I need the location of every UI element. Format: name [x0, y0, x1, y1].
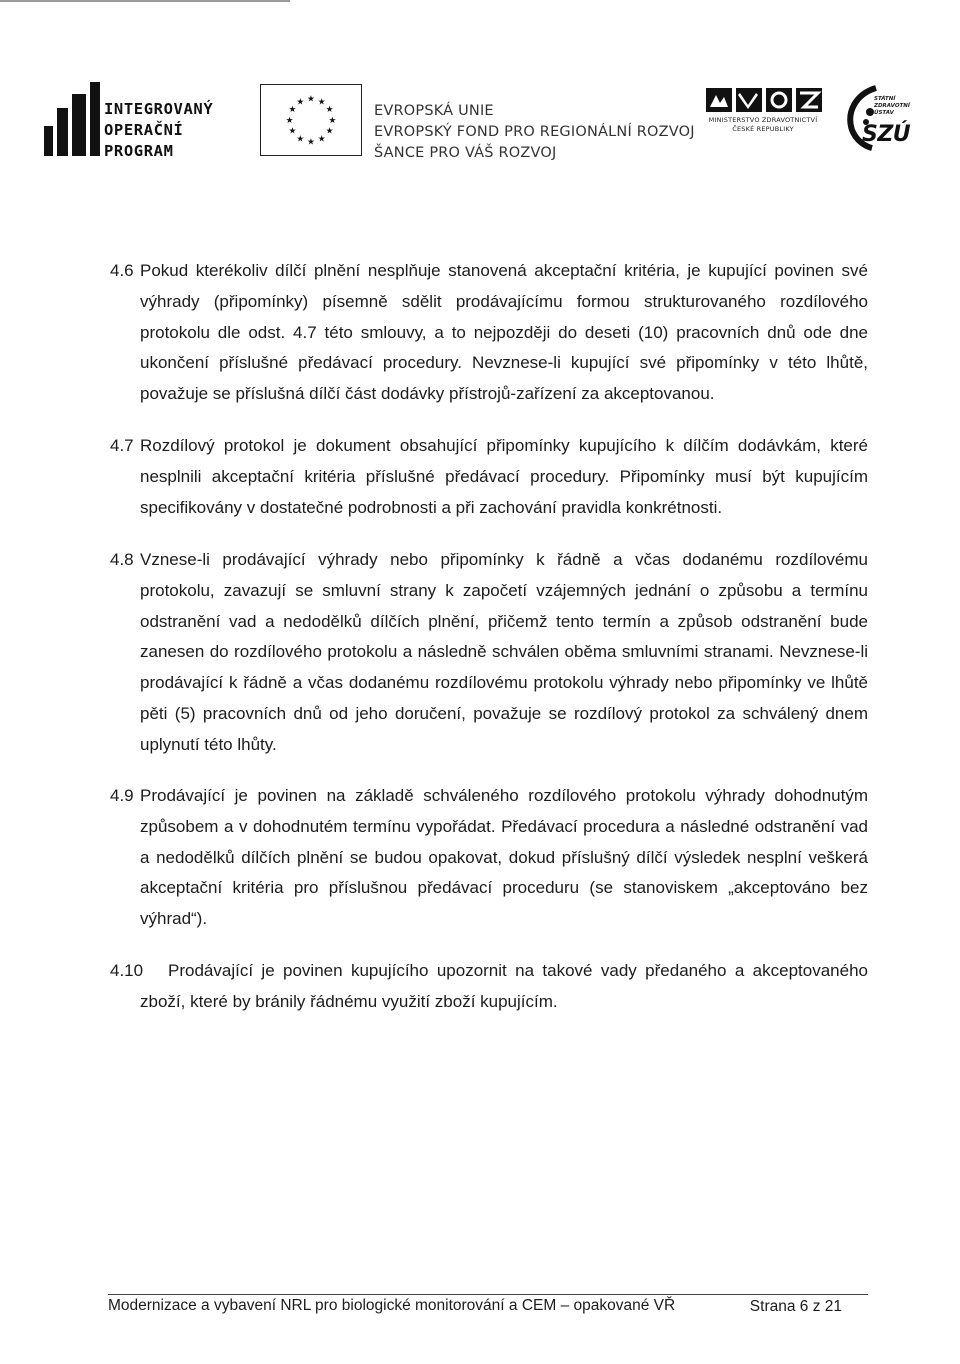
eu-star-icon: ★ — [317, 96, 326, 107]
section-number: 4.10 — [110, 961, 144, 980]
eu-star-icon: ★ — [288, 104, 297, 115]
footer-document-title: Modernizace a vybavení NRL pro biologické monitorování a CEM – opakované VŘ — [108, 1297, 676, 1314]
section-4-10 — [110, 956, 868, 1018]
ministry-caption — [700, 116, 826, 134]
eu-star-icon: ★ — [325, 104, 334, 115]
section-4-8 — [110, 545, 868, 761]
ministry-line-1: MINISTERSTVO ZDRAVOTNICTVÍ — [708, 116, 818, 124]
eu-star-icon: ★ — [285, 114, 294, 125]
section-text: Vznese-li prodávající výhrady nebo připomínky k řádně a včas dodanému rozdílovému protokolu, zavazují se smluvní strany k započetí vzájemných jednání o způsobu a termínu odstranění vad a nedodělků dílčích plnění, přičemž tento termín a způsob odstranění bude zanesen do rozdílového protokolu a následně schválen oběma smluvními stranami. Nevznese-li prodávající k řádně a včas dodanému rozdílovému protokolu výhrady nebo připomínky ve lhůtě pěti (5) pracovních dnů od jeho doručení, považuje se rozdílový protokol za schválený dnem uplynutí této lhůty. — [140, 550, 868, 754]
footer-rule — [108, 1294, 868, 1295]
eu-star-icon: ★ — [307, 136, 315, 147]
section-number: 4.9 — [110, 786, 134, 805]
iop-logo-text — [104, 99, 213, 162]
iop-line-1: INTEGROVANÝ — [104, 100, 214, 118]
section-text — [110, 956, 868, 1018]
top-edge-rule — [0, 0, 290, 2]
section-number: 4.7 — [110, 436, 134, 455]
eu-flag-icon — [260, 84, 362, 156]
eu-line-2: EVROPSKÝ FOND PRO REGIONÁLNÍ ROZVOJ — [374, 124, 695, 140]
section-4-9 — [110, 781, 868, 935]
eu-star-icon: ★ — [317, 133, 326, 144]
szu-small-2: ZDRAVOTNÍ — [874, 103, 910, 109]
ministry-line-2: ČESKÉ REPUBLIKY — [732, 125, 794, 133]
szu-small-3: ÚSTAV — [874, 110, 894, 116]
section-4-7 — [110, 431, 868, 523]
iop-line-3: PROGRAM — [104, 142, 174, 160]
section-number: 4.6 — [110, 261, 134, 280]
eu-star-icon: ★ — [296, 133, 305, 144]
eu-line-1: EVROPSKÁ UNIE — [374, 103, 494, 119]
eu-text-block — [374, 101, 695, 164]
iop-logo — [44, 82, 244, 160]
section-text: Rozdílový protokol je dokument obsahující připomínky kupujícího k dílčím dodávkám, které nesplnili akceptační kritéria příslušné předávací procedury. Připomínky musí být kupujícím specifikovány v dostatečné podrobnosti a při zachování pravidla konkrétnosti. — [140, 436, 868, 517]
footer-page-number: Strana 6 z 21 — [749, 1298, 842, 1315]
iop-bars-icon — [44, 82, 104, 156]
szu-small-1: STÁTNÍ — [874, 96, 896, 102]
eu-star-icon: ★ — [325, 125, 334, 136]
iop-line-2: OPERAČNÍ — [104, 121, 184, 139]
szu-small-text — [874, 96, 910, 117]
szu-abbreviation: SZÚ — [862, 122, 911, 147]
eu-star-icon: ★ — [328, 114, 337, 125]
section-text: Prodávající je povinen na základě schváleného rozdílového protokolu výhrady dohodnutým způsobem a v dohodnutém termínu vypořádat. Předávací procedura a následné odstranění vad a nedodělků dílčích plnění se budou opakovat, dokud příslušný dílčí výsledek nesplní veškerá akceptační kritéria pro příslušnou předávací proceduru (se stanoviskem „akceptováno bez výhrad“). — [140, 786, 868, 929]
section-number: 4.8 — [110, 550, 134, 569]
section-text-body: Prodávající je povinen kupujícího upozornit na takové vady předaného a akceptovaného zboží, které by bránily řádnému využití zboží kupujícím. — [140, 961, 868, 1011]
eu-star-icon: ★ — [288, 125, 297, 136]
eu-star-icon: ★ — [296, 96, 305, 107]
section-text: Pokud kterékoliv dílčí plnění nesplňuje stanovená akceptační kritéria, je kupující povinen své výhrady (připomínky) písemně sdělit prodávajícímu formou strukturovaného rozdílového protokolu dle odst. 4.7 této smlouvy, a to nejpozději do deseti (10) pracovních dnů ode dne ukončení příslušné předávací procedury. Nevznese-li kupující své připomínky v této lhůtě, považuje se příslušná dílčí část dodávky přístrojů-zařízení za akceptovanou. — [140, 261, 868, 404]
eu-line-3: ŠANCE PRO VÁŠ ROZVOJ — [374, 145, 557, 161]
section-4-6 — [110, 256, 868, 410]
eu-star-icon: ★ — [307, 93, 315, 104]
